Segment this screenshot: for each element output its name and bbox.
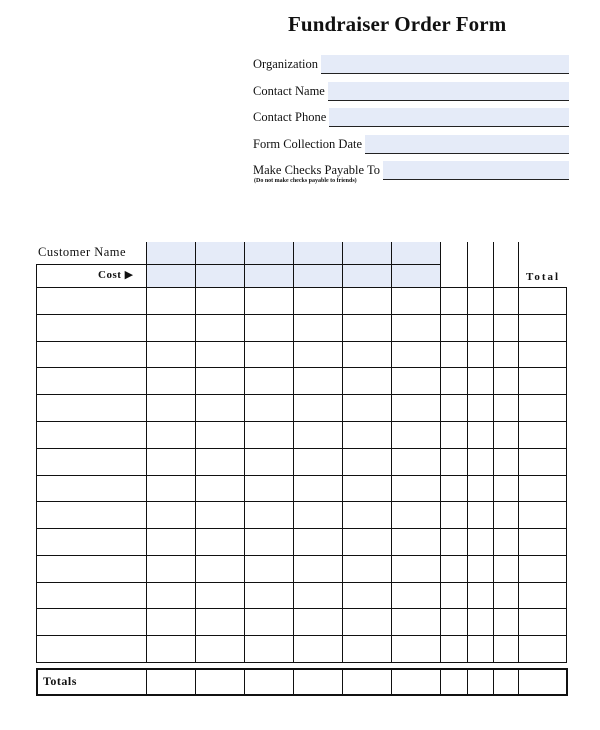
organization-field[interactable] <box>253 52 569 74</box>
totals-column-divider <box>342 668 343 694</box>
totals-column-divider <box>146 668 147 694</box>
cost-arrow-icon: ▶ <box>124 269 134 281</box>
totals-column-divider <box>391 668 392 694</box>
collection-date-field[interactable] <box>253 132 569 154</box>
customer-name-cell[interactable] <box>37 342 146 368</box>
totals-row-label: Totals <box>43 674 77 688</box>
totals-column-divider <box>493 668 494 694</box>
customer-name-cell[interactable] <box>37 609 146 635</box>
form-title: Fundraiser Order Form <box>288 12 507 36</box>
checks-payable-note: (Do not make checks payable to friends) <box>254 178 357 184</box>
contact-name-label: Contact Name <box>253 84 325 98</box>
customer-name-cell[interactable] <box>37 502 146 528</box>
organization-input[interactable] <box>321 55 569 74</box>
checks-payable-input[interactable] <box>383 161 569 180</box>
checks-payable-label: Make Checks Payable To <box>253 163 380 177</box>
totals-right-border <box>566 668 568 696</box>
contact-phone-label: Contact Phone <box>253 110 327 124</box>
customer-name-cell[interactable] <box>37 636 146 662</box>
customer-name-cell[interactable] <box>37 368 146 394</box>
totals-column-divider <box>244 668 245 694</box>
totals-top-border <box>36 668 568 670</box>
contact-phone-input[interactable] <box>329 108 569 127</box>
collection-date-label: Form Collection Date <box>253 137 363 151</box>
contact-phone-field[interactable] <box>253 105 569 127</box>
cost-row-top-line <box>36 264 146 265</box>
cost-row-left-line <box>36 264 37 287</box>
customer-name-cell[interactable] <box>37 476 146 502</box>
table-bottom-border <box>36 662 567 663</box>
totals-column-divider <box>195 668 196 694</box>
customer-name-label: Customer Name <box>38 245 127 259</box>
extra-column-divider <box>493 242 494 287</box>
customer-name-cell[interactable] <box>37 395 146 421</box>
cost-label <box>98 268 134 281</box>
contact-name-input[interactable] <box>328 82 569 101</box>
totals-column-divider <box>467 668 468 694</box>
totals-bottom-border <box>36 694 568 696</box>
extra-column-divider <box>518 242 519 287</box>
customer-name-cell[interactable] <box>37 583 146 609</box>
customer-name-cell[interactable] <box>37 556 146 582</box>
contact-name-field[interactable] <box>253 79 569 101</box>
customer-name-cell[interactable] <box>37 288 146 314</box>
cost-text: Cost <box>98 269 122 281</box>
total-column-label: Total <box>526 271 561 283</box>
header-divider <box>146 264 441 265</box>
organization-label: Organization <box>253 57 319 71</box>
totals-left-border <box>36 668 38 696</box>
checks-payable-field[interactable] <box>253 158 569 180</box>
extra-column-divider <box>467 242 468 287</box>
totals-column-divider <box>293 668 294 694</box>
totals-column-divider <box>440 668 441 694</box>
customer-name-cell[interactable] <box>37 449 146 475</box>
customer-name-cell[interactable] <box>37 315 146 341</box>
customer-name-cell[interactable] <box>37 422 146 448</box>
customer-name-cell[interactable] <box>37 529 146 555</box>
totals-column-divider <box>518 668 519 694</box>
collection-date-input[interactable] <box>365 135 569 154</box>
